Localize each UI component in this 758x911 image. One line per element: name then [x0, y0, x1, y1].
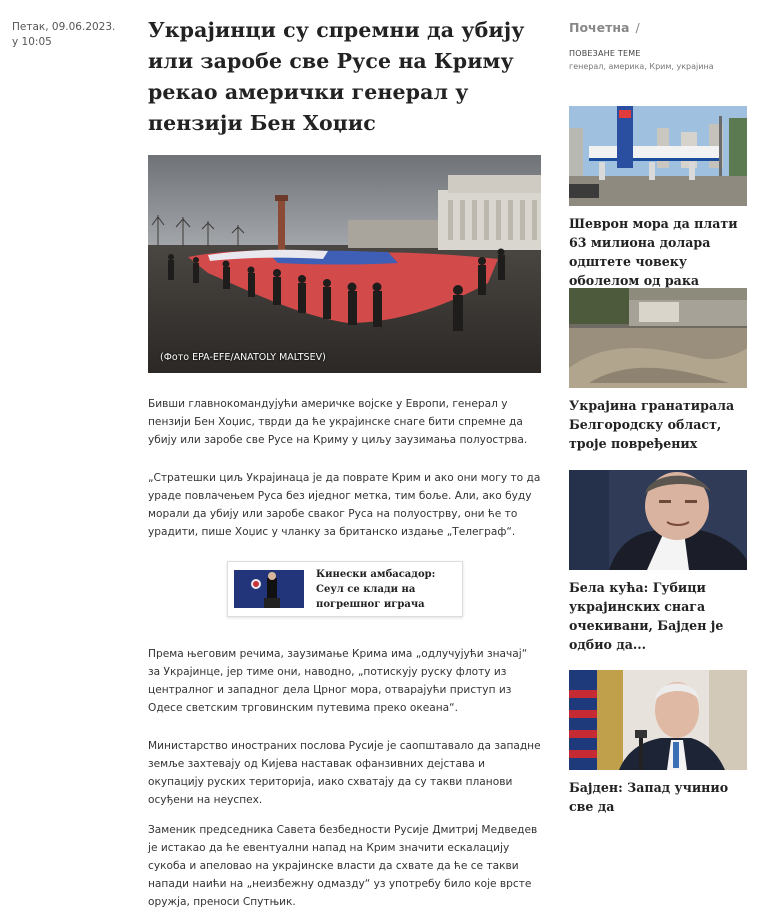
related-topics-tags[interactable]: генерал, америка, Крим, украјина: [569, 62, 714, 71]
article-paragraph: Бивши главнокомандујући америчке војске у Европи, генерал у пензији Бен Хоџис, тврди да ће украјинске снаге бити спремне да убију или заробе све Русе на Криму у циљу заузимања полуострва.: [148, 398, 528, 446]
sidebar-card-image: [569, 470, 747, 570]
article-title: Украјинци су спремни да убију или заробе све Русе на Криму рекао амерички генерал у пензији Бен Хоџис: [148, 18, 525, 135]
article-paragraph: Министарство иностраних послова Русије је саопштавало да западне земље захтевају од Кијева наставак офанзивних дејстава и окупацију руских територија, иако схватају да су такви планови осуђени на неуспех.: [148, 740, 541, 806]
article-paragraph: Према његовим речима, заузимање Крима има „одлучујући значај“ за Украјинце, јер тиме они, наводно, „потискују руску флоту из централног и западног дела Црног мора, отварајући приступ из Одесе светским трговинским путевима преко океана“.: [148, 648, 528, 714]
publish-date: Петак, 09.06.2023. у 10:05: [12, 21, 116, 48]
hero-photo-image: [148, 155, 541, 373]
sidebar-card[interactable]: [569, 106, 747, 290]
article-paragraph: „Стратешки циљ Украјинаца је да поврате Крим и ако они могу то да ураде повлачењем Руса без иједног метка, тим боље. Али, ако буду морали да убију или заробе сваког Руса на полуострву, они ће то урадити, пише Хоџис у чланку за британско издање „Телеграф“.: [148, 472, 541, 538]
breadcrumb-separator: /: [635, 20, 640, 35]
article: [148, 0, 542, 911]
related-topics-heading: ПОВЕЗАНЕ ТЕМЕ: [569, 49, 641, 58]
breadcrumb-home-link[interactable]: Почетна: [569, 20, 630, 35]
photo-caption: (Фото EPA-EFE/ANATOLY MALTSEV): [160, 352, 326, 363]
breadcrumb: [569, 20, 749, 35]
sidebar-card[interactable]: [569, 288, 747, 453]
sidebar-card[interactable]: [569, 470, 747, 654]
sidebar-card-image: [569, 106, 747, 206]
sidebar-card-title: Бела кућа: Губици украјинских снага очекивани, Бајден је одбио да...: [569, 580, 724, 652]
sidebar-card-image: [569, 670, 747, 770]
sidebar-card[interactable]: [569, 670, 747, 816]
hero-photo[interactable]: [148, 155, 541, 373]
sidebar-card-title: Украјина гранатирала Белгородску област, троје повређених: [569, 398, 735, 451]
sidebar-card-title: Бајден: Запад учинио све да: [569, 780, 729, 814]
related-article-card[interactable]: [227, 561, 463, 617]
sidebar-card-image: [569, 288, 747, 388]
sidebar-card-title: Шеврон мора да плати 63 милиона долара одштете човеку оболелом од рака: [569, 216, 738, 288]
related-article-title: Кинески амбасадор: Сеул се клади на погрешног играча: [316, 568, 436, 610]
related-article-thumbnail: [234, 570, 304, 608]
sidebar: [569, 0, 749, 814]
article-paragraph: Заменик председника Савета безбедности Русије Дмитриј Медведев је истакао да ће евентуални напад на Крим значити ескалацију сукоба и апеловао на украјинске власти да схвате да ће се такви напади наићи на „неизбежну одмазду“ уз употребу било које врсте оружја, преноси Спутњик.: [148, 824, 538, 908]
